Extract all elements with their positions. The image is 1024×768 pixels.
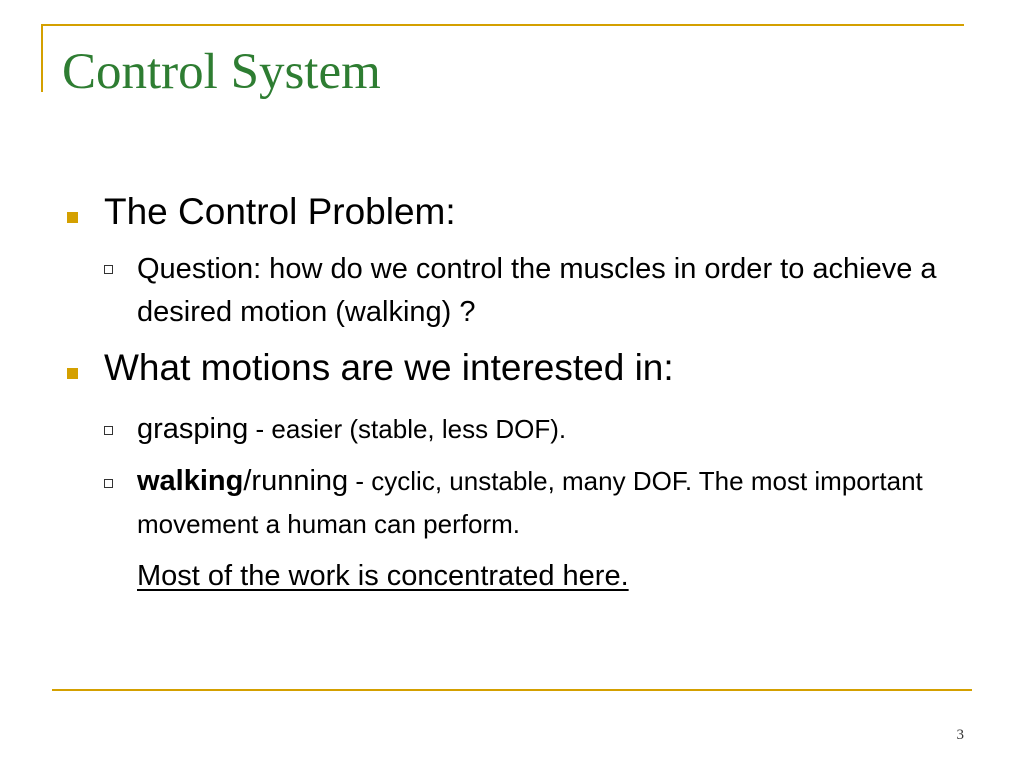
sub-bullet-lead: grasping (137, 413, 249, 445)
hollow-square-bullet-icon (104, 265, 113, 274)
sub-bullet-desc: - easier (stable, less DOF). (248, 414, 567, 444)
slide-title: Control System (62, 44, 381, 100)
emphasis-note: Most of the work is concentrated here. (137, 560, 629, 592)
square-bullet-icon (67, 368, 78, 379)
bottom-frame-line (52, 689, 972, 691)
bullet-heading: The Control Problem: (104, 191, 456, 232)
hollow-square-bullet-icon (104, 426, 113, 435)
slide-number: 3 (956, 727, 964, 743)
sub-bullet-lead-rest: /running (243, 465, 349, 497)
sub-bullet-text (137, 408, 967, 451)
hollow-square-bullet-icon (104, 479, 113, 488)
bullet-heading: What motions are we interested in: (104, 347, 674, 388)
sub-bullet-text (137, 460, 967, 546)
left-frame-line (41, 24, 43, 92)
top-frame-line (41, 24, 964, 26)
square-bullet-icon (67, 212, 78, 223)
sub-bullet-lead-bold: walking (137, 465, 244, 497)
sub-bullet-desc: - cyclic, unstable, many DOF. The most important movement a human can perform. (137, 466, 923, 539)
sub-bullet-text: Question: how do we control the muscles in order to achieve a desired motion (walking) ? (137, 253, 937, 328)
